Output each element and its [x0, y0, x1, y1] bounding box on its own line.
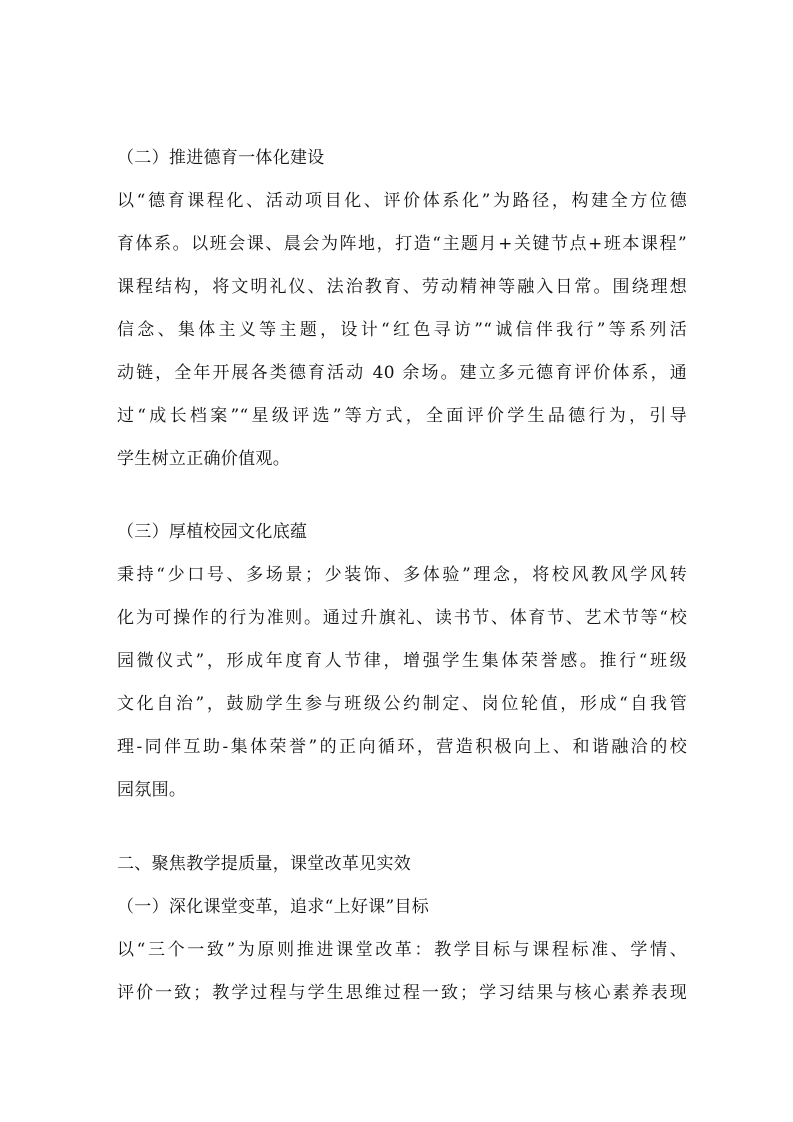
paragraph-line: 化为可操作的行为准则。通过升旗礼、读书节、体育节、艺术节等“校 [117, 608, 687, 628]
paragraph-line: 信念、集体主义等主题，设计“红色寻访”“诚信伴我行”等系列活 [117, 320, 687, 340]
paragraph-line: 理-同伴互助-集体荣誉”的正向循环，营造积极向上、和谐融洽的校 [117, 737, 687, 757]
paragraph-line: 园氛围。 [117, 780, 187, 800]
section-heading: （三）厚植校园文化底蕴 [117, 522, 308, 542]
paragraph-line: 育体系。以班会课、晨会为阵地，打造“主题月+关键节点+班本课程” [117, 234, 687, 254]
paragraph-line: 动链，全年开展各类德育活动 40 余场。建立多元德育评价体系，通 [117, 363, 687, 383]
paragraph-line: 学生树立正确价值观。 [117, 449, 290, 469]
chapter-heading: 二、聚焦教学提质量，课堂改革见实效 [117, 854, 412, 874]
paragraph-line: 园微仪式”，形成年度育人节律，增强学生集体荣誉感。推行“班级 [117, 651, 687, 671]
paragraph-line: 以“三个一致”为原则推进课堂改革：教学目标与课程标准、学情、 [117, 940, 687, 960]
paragraph-line: 文化自治”，鼓励学生参与班级公约制定、岗位轮值，形成“自我管 [117, 694, 687, 714]
section-heading: （二）推进德育一体化建设 [117, 148, 325, 168]
paragraph-line: 秉持“少口号、多场景；少装饰、多体验”理念，将校风教风学风转 [117, 565, 687, 585]
paragraph-line: 评价一致；教学过程与学生思维过程一致；学习结果与核心素养表现 [117, 983, 687, 1003]
paragraph-line: 以“德育课程化、活动项目化、评价体系化”为路径，构建全方位德 [117, 191, 687, 211]
paragraph-line: 过“成长档案”“星级评选”等方式，全面评价学生品德行为，引导 [117, 406, 687, 426]
section-subheading: （一）深化课堂变革，追求“上好课”目标 [117, 897, 430, 917]
paragraph-line: 课程结构，将文明礼仪、法治教育、劳动精神等融入日常。围绕理想 [117, 277, 687, 297]
